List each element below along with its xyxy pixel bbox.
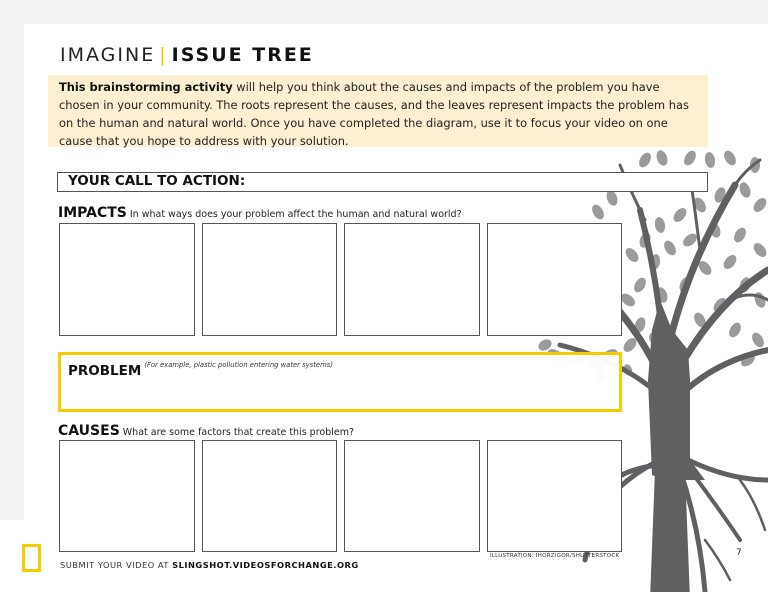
causes-heading <box>58 423 354 439</box>
illustration-credit: ILLUSTRATION: IHORZIGOR/SHUTTERSTOCK <box>490 553 620 559</box>
impacts-question: In what ways does your problem affect the human and natural world? <box>129 209 462 220</box>
impact-box-3[interactable] <box>344 223 480 336</box>
cause-box-2[interactable] <box>202 440 337 552</box>
call-to-action-field[interactable] <box>57 172 708 192</box>
cause-box-3[interactable] <box>344 440 480 552</box>
nat-geo-logo-icon <box>22 544 41 572</box>
page-title <box>60 44 314 66</box>
section-name: IMAGINE <box>60 44 156 66</box>
page-number: 7 <box>736 548 742 558</box>
impacts-heading <box>58 205 462 221</box>
activity-title: ISSUE TREE <box>171 44 314 66</box>
title-divider: | <box>159 44 168 66</box>
cause-box-4[interactable] <box>487 440 622 552</box>
problem-hint: (For example, plastic pollution entering water systems) <box>144 361 333 369</box>
problem-label: PROBLEM <box>68 363 142 379</box>
submit-footer <box>60 560 359 570</box>
impacts-label: IMPACTS <box>58 205 127 221</box>
impact-box-2[interactable] <box>202 223 337 336</box>
page-margin <box>0 520 24 592</box>
causes-question: What are some factors that create this problem? <box>122 427 355 438</box>
cause-box-1[interactable] <box>59 440 195 552</box>
submit-prefix: SUBMIT YOUR VIDEO AT <box>60 560 173 570</box>
causes-label: CAUSES <box>58 423 120 439</box>
intro-text: will help you think about the causes and impacts of the problem you have chosen in your community. The roots represent the causes, and the leaves represent impacts the problem has on the human and natural world. Once you have completed the diagram, use it to focus your video on one cause that you hope to address with your solution. <box>59 80 689 148</box>
submit-url-link[interactable]: SLINGSHOT.VIDEOSFORCHANGE.ORG <box>172 560 359 570</box>
impact-box-1[interactable] <box>59 223 195 336</box>
intro-lead: This brainstorming activity <box>59 80 233 94</box>
intro-callout <box>48 75 708 147</box>
call-to-action-label: YOUR CALL TO ACTION: <box>68 173 246 189</box>
impact-box-4[interactable] <box>487 223 622 336</box>
problem-field[interactable] <box>58 352 622 412</box>
